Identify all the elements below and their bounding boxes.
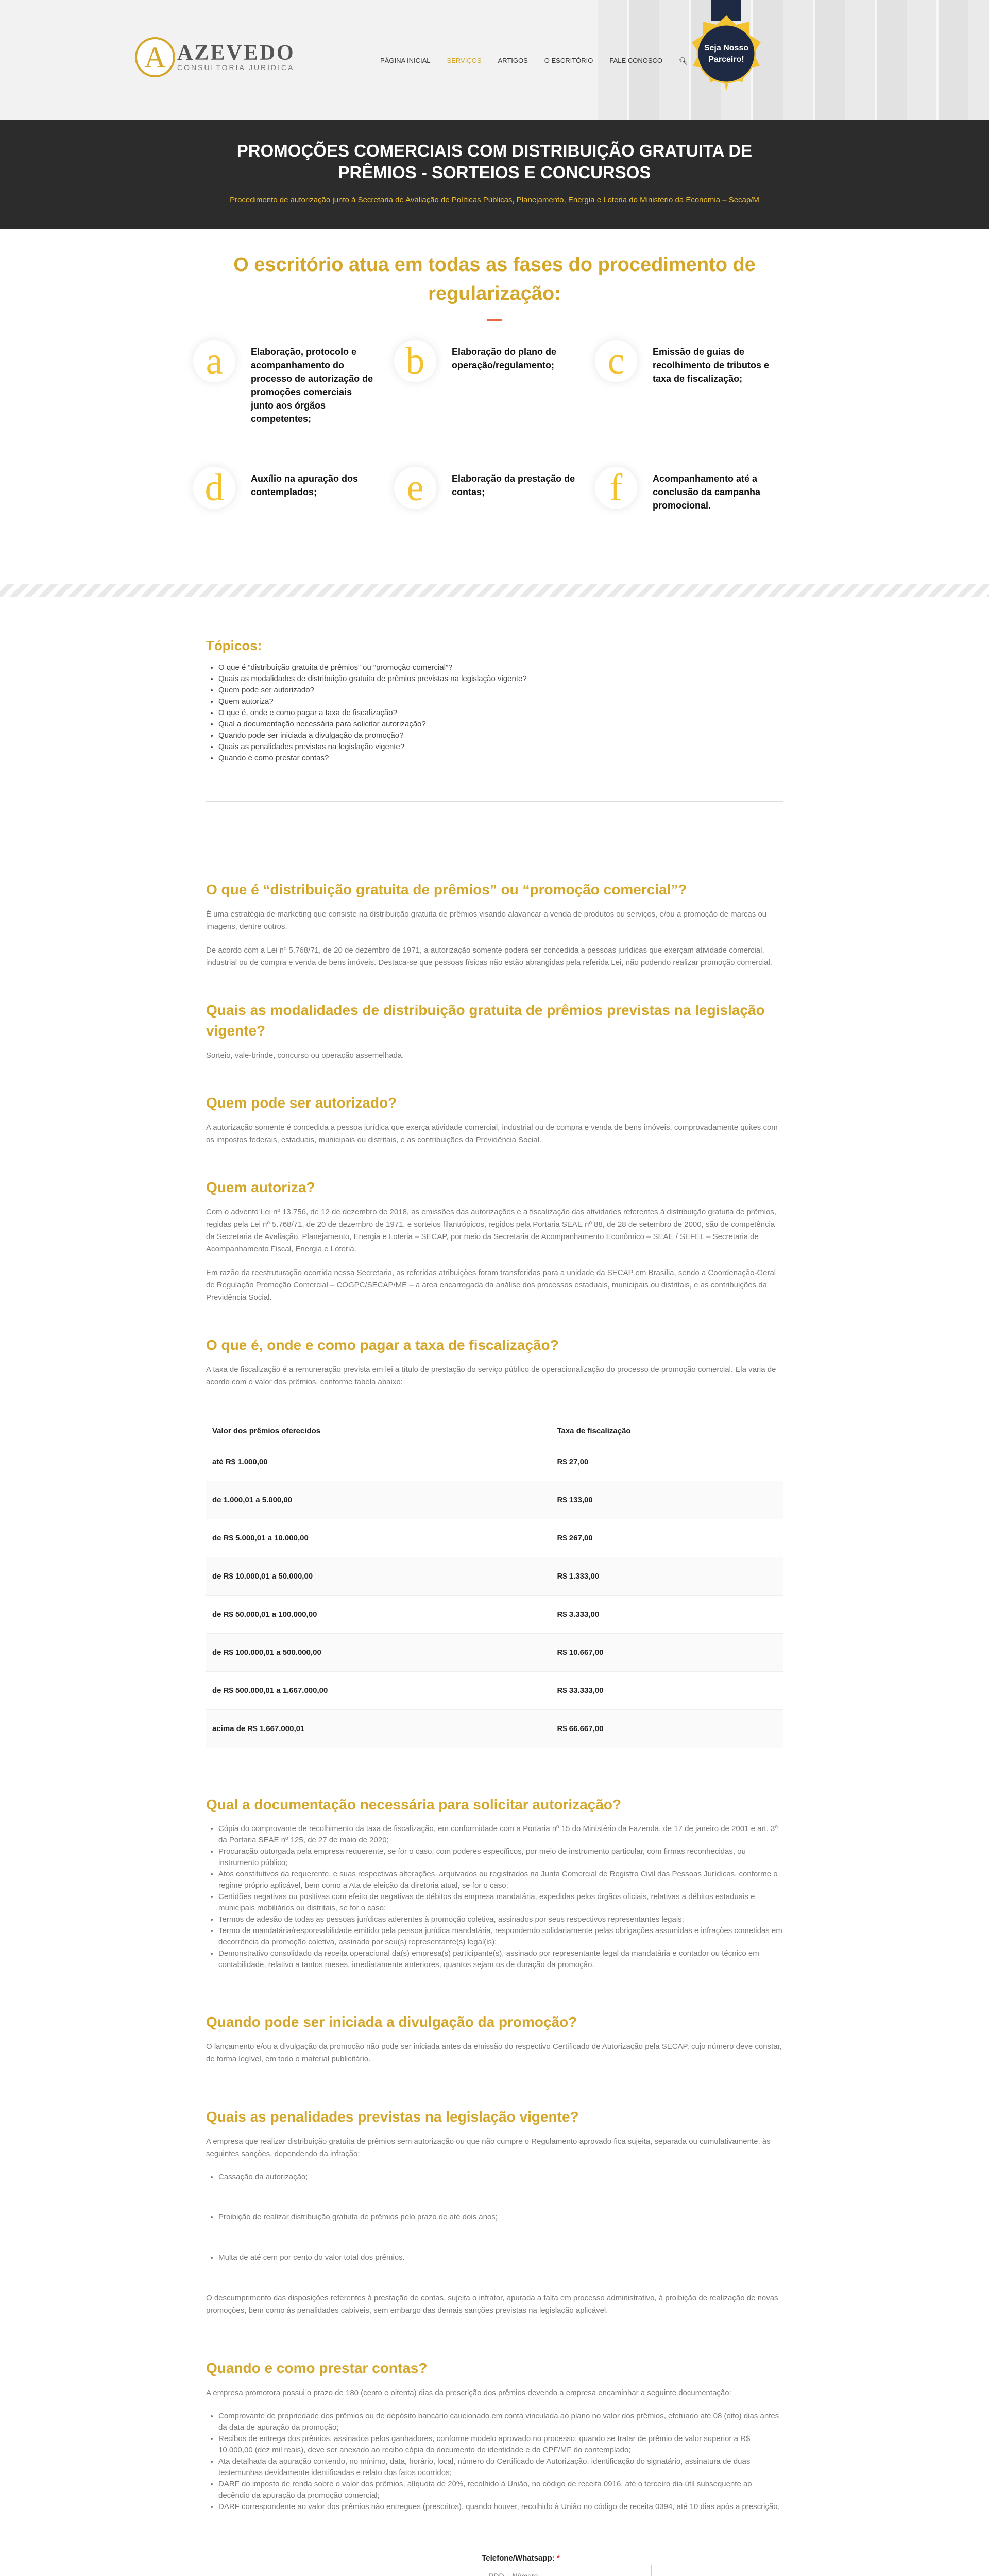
table-cell: R$ 1.333,00 — [551, 1557, 783, 1596]
table-cell: de R$ 100.000,01 a 500.000,00 — [206, 1634, 551, 1672]
section-paragraph: A autorização somente é concedida a pessoa jurídica que exerça atividade comercial, industrial ou de compra e venda de bens imóveis, comprovadamente quites com os impostos federais, estaduais, municipais ou distritais, e as contribuições da Previdência Social. — [206, 1123, 778, 1144]
table-header-row — [206, 1419, 783, 1443]
topic-link[interactable]: • Quais as penalidades previstas na legislação vigente? — [218, 741, 783, 753]
table-row — [206, 1557, 783, 1596]
list-item: • Proibição de realizar distribuição gratuita de prêmios pelo prazo de até dois anos; — [218, 2212, 783, 2223]
list-item: • Demonstrativo consolidado da receita operacional da(s) empresa(s) participante(s), assinado por representante legal da mandatária e contador ou técnico em contabilidade, relativo a tantos meses, imediatamente anteriores, quantos sejam os de duração da promoção. — [218, 1948, 783, 1971]
contact-section — [206, 2554, 783, 2576]
table-row — [206, 1519, 783, 1557]
section-title: Quais as modalidades de distribuição gratuita de prêmios previstas na legislação vigente? — [206, 1002, 765, 1039]
list-item: • Termos de adesão de todas as pessoas jurídicas aderentes à promoção coletiva, assinados por seus respectivos representantes legais; — [218, 1914, 783, 1925]
phase-step — [394, 340, 595, 426]
section-title: O que é, onde e como pagar a taxa de fiscalização? — [206, 1337, 559, 1353]
table-cell: de R$ 5.000,01 a 10.000,00 — [206, 1519, 551, 1557]
section-title: Quando pode ser iniciada a divulgação da promoção? — [206, 2014, 577, 2030]
partner-badge[interactable] — [677, 0, 775, 120]
table-row — [206, 1634, 783, 1672]
section-paragraph: É uma estratégia de marketing que consiste na distribuição gratuita de prêmios visando alavancar a venda de produtos ou serviços, e/ou a promoção de marcas ou imagens, dentre outros. — [206, 910, 767, 931]
main-nav — [380, 57, 688, 65]
phase-step — [394, 467, 595, 512]
table-cell: R$ 27,00 — [551, 1443, 783, 1481]
table-cell: R$ 10.667,00 — [551, 1634, 783, 1672]
table-cell: R$ 267,00 — [551, 1519, 783, 1557]
list-item: • Ata detalhada da apuração contendo, no mínimo, data, horário, local, número do Certificado de Autorização, identificação do signatário, assinatura de duas testemunhas devidamente identificadas e relato dos fatos ocorridos; — [218, 2456, 783, 2479]
section-divulgation — [206, 2012, 783, 2065]
table-cell: acima de R$ 1.667.000,01 — [206, 1710, 551, 1748]
list-item: • DARF do imposto de renda sobre o valor dos prêmios, alíquota de 20%, recolhido à União, no código de receita 0916, até o terceiro dia útil subsequente ao decêndio da apuração da promoção comercial; — [218, 2479, 783, 2501]
title-divider — [487, 319, 502, 321]
section-title: O que é “distribuição gratuita de prêmios” ou “promoção comercial”? — [206, 882, 687, 897]
table-row — [206, 1443, 783, 1481]
table-header: Taxa de fiscalização — [551, 1419, 783, 1443]
section-fee — [206, 1335, 783, 1748]
site-header — [0, 0, 989, 120]
section-separator — [0, 584, 989, 597]
contact-form — [482, 2554, 694, 2576]
required-mark: * — [556, 2554, 560, 2563]
list-item: • Recibos de entrega dos prêmios, assinados pelos ganhadores, conforme modelo aprovado no processo; quando se tratar de prêmio de valor superior a R$ 10.000,00 (dez mil reais), deve ser anexado ao recibo cópia do documento de identidade e do CPF/MF do contemplado; — [218, 2433, 783, 2456]
phase-steps — [193, 340, 796, 512]
main-content — [206, 597, 783, 2576]
section-paragraph: Com o advento Lei nº 13.756, de 12 de dezembro de 2018, as emissões das autorizações e a fiscalização das atividades referentes à distribuição gratuita de prêmios, regidas pela Lei nº 5.768/71, de 20 de dezembro de 1971, e sorteios filantrópicos, regidos pela Portaria SEAE nº 88, de 28 de setembro de 2000, são de competência da Secretaria de Avaliação, Planejamento, Energia e Loteria – SECAP, por meio da Secretaria de Acompanhamento Econômico – SEAE / SEFEL – Secretaria de Acompanhamento Fiscal, Energia e Loteria. — [206, 1208, 776, 1253]
table-row — [206, 1672, 783, 1710]
section-title: Quem autoriza? — [206, 1179, 315, 1195]
step-text: Elaboração da prestação de contas; — [452, 473, 575, 497]
section-paragraph: De acordo com a Lei nº 5.768/71, de 20 de dezembro de 1971, a autorização somente poderá ser concedida a pessoas jurídicas que exerçam atividade comercial, industrial ou de compra e venda de bens imóveis. Destaca-se que pessoas físicas não estão abrangidas pela referida Lei, não podendo realizar promoção comercial. — [206, 946, 772, 967]
section-documents — [206, 1794, 783, 1971]
step-letter-icon: b — [394, 340, 436, 382]
table-cell: de 1.000,01 a 5.000,00 — [206, 1481, 551, 1519]
list-item: • Termo de mandatária/responsabilidade emitido pela pessoa jurídica mandatária, respondendo solidariamente pelas obrigações assumidas e infrações cometidas em decorrência da promoção coletiva, assinado por seu(s) representante(s) legal(is); — [218, 1925, 783, 1948]
list-item: • DARF correspondente ao valor dos prêmios não entregues (prescritos), quando houver, recolhido à União no código de receita 0394, até 10 dias após a prescrição. — [218, 2501, 783, 2513]
step-letter-icon: d — [193, 467, 235, 509]
list-item: • Cassação da autorização; — [218, 2172, 783, 2183]
fee-table — [206, 1419, 783, 1748]
step-text: Elaboração, protocolo e acompanhamento do processo de autorização de promoções comerciais junto aos órgãos competentes; — [251, 347, 373, 424]
divider-line — [206, 801, 783, 802]
section-paragraph: A empresa que realizar distribuição gratuita de prêmios sem autorização ou que não cumpre o Regulamento aprovado fica sujeita, separada ou cumulativamente, às seguintes sanções, dependendo da infração: — [206, 2137, 771, 2158]
logo[interactable] — [135, 37, 295, 77]
topic-link[interactable]: • Quando pode ser iniciada a divulgação da promoção? — [218, 730, 783, 741]
topic-link[interactable]: • O que é, onde e como pagar a taxa de fiscalização? — [218, 707, 783, 719]
contact-social — [295, 2554, 384, 2576]
list-item: • Cópia do comprovante de recolhimento da taxa de fiscalização, em conformidade com a Portaria nº 15 do Ministério da Fazenda, de 17 de janeiro de 2001 e art. 3º da Portaria SEAE nº 125, de 27 de maio de 2020; — [218, 1823, 783, 1846]
section-title: Qual a documentação necessária para solicitar autorização? — [206, 1797, 622, 1812]
phase-step — [595, 340, 796, 426]
phases-title: O escritório atua em todas as fases do procedimento de regularização: — [233, 254, 756, 304]
topics-list — [206, 597, 783, 802]
logo-name: AZEVEDO — [177, 41, 295, 65]
nav-articles[interactable]: ARTIGOS — [498, 57, 528, 64]
logo-mark: A — [135, 37, 175, 77]
badge-line-1: Seja Nosso — [704, 44, 749, 53]
logo-subtitle: CONSULTORIA JURÍDICA — [177, 63, 295, 72]
nav-office[interactable]: O ESCRITÓRIO — [544, 57, 593, 64]
step-letter-icon: a — [193, 340, 235, 382]
topic-link[interactable]: • Quem autoriza? — [218, 696, 783, 707]
topic-link[interactable]: • Quais as modalidades de distribuição gratuita de prêmios previstas na legislação vigente? — [218, 673, 783, 685]
step-letter-icon: c — [595, 340, 637, 382]
phone-field[interactable] — [482, 2565, 652, 2576]
table-cell: de R$ 10.000,01 a 50.000,00 — [206, 1557, 551, 1596]
table-cell: R$ 133,00 — [551, 1481, 783, 1519]
section-what-is — [206, 879, 783, 969]
step-letter-icon: e — [394, 467, 436, 509]
section-accountability — [206, 2358, 783, 2513]
list-item: • Procuração outorgada pela empresa requerente, se for o caso, com poderes específicos, por meio de instrumento particular, com firmas reconhecidas, ou instrumento público; — [218, 1846, 783, 1869]
step-text: Acompanhamento até a conclusão da campanha promocional. — [653, 473, 761, 511]
section-title: Quem pode ser autorizado? — [206, 1095, 397, 1111]
list-item: • Atos constitutivos da requerente, e suas respectivas alterações, arquivados ou registrados na Junta Comercial de Registro Civil das Pessoas Jurídicas, conforme o regime próprio aplicável, bem como a Ata de eleição da diretoria atual, se for o caso; — [218, 1869, 783, 1891]
phase-step — [193, 340, 394, 426]
table-cell: R$ 66.667,00 — [551, 1710, 783, 1748]
partner-badge-graphic — [677, 0, 775, 120]
section-paragraph: Em razão da reestruturação ocorrida nessa Secretaria, as referidas atribuições foram transferidas para a unidade da SECAP em Brasília, sendo a Coordenação-Geral de Regulação Promoção Comercial – COGPC/SECAP/ME – a área encarregada da análise dos processos estaduais, municipais ou distritais, e as contribuições da Previdência Social. — [206, 1268, 776, 1302]
section-paragraph: A taxa de fiscalização é a remuneração prevista em lei a título de prestação do serviço público de operacionalização do processo de promoção comercial. Ela varia de acordo com o valor dos prêmios, conforme tabela abaixo: — [206, 1365, 776, 1386]
step-letter-icon: f — [595, 467, 637, 509]
table-row — [206, 1710, 783, 1748]
table-cell: R$ 33.333,00 — [551, 1672, 783, 1710]
list-item: • Multa de até cem por cento do valor total dos prêmios. — [218, 2252, 783, 2263]
nav-home[interactable]: PÁGINA INICIAL — [380, 57, 431, 64]
step-text: Elaboração do plano de operação/regulamento; — [452, 347, 557, 370]
badge-line-2: Parceiro! — [708, 55, 744, 64]
search-icon[interactable]: 🔍︎ — [678, 57, 688, 65]
list-item: • Certidões negativas ou positivas com efeito de negativas de débitos da empresa mandatária, expedidas pelos órgãos oficiais, relativas a débitos estaduais e municipais mobiliários ou distritais, se for o caso; — [218, 1891, 783, 1914]
section-paragraph: O lançamento e/ou a divulgação da promoção não pode ser iniciada antes da emissão do respectivo Certificado de Autorização pela SECAP, cujo número deve constar, de forma legível, em todo o material publicitário. — [206, 2042, 782, 2063]
table-header: Valor dos prêmios oferecidos — [206, 1419, 551, 1443]
topic-link[interactable]: • Quem pode ser autorizado? — [218, 685, 783, 696]
phase-step — [595, 467, 796, 512]
phone-label-text: Telefone/Whatsapp: — [482, 2554, 555, 2563]
phases-section — [0, 229, 989, 512]
section-modalities — [206, 1000, 783, 1062]
page-subtitle: Procedimento de autorização junto à Secretaria de Avaliação de Políticas Públicas, Planejamento, Energia e Loteria do Ministério da Economia – Secap/M — [230, 196, 759, 205]
section-title: Quando e como prestar contas? — [206, 2360, 428, 2376]
topic-link[interactable]: • O que é “distribuição gratuita de prêmios” ou “promoção comercial”? — [218, 662, 783, 673]
phone-label — [482, 2554, 694, 2563]
step-text: Auxílio na apuração dos contemplados; — [251, 473, 359, 497]
section-title: Quais as penalidades previstas na legislação vigente? — [206, 2109, 579, 2125]
list-item: • Comprovante de propriedade dos prêmios ou de depósito bancário caucionado em conta vinculada ao plano no valor dos prêmios, efetuado até 08 (oito) dias antes da data de apuração da promoção; — [218, 2411, 783, 2433]
section-who-authorizes — [206, 1177, 783, 1304]
hero-banner — [0, 120, 989, 229]
table-row — [206, 1481, 783, 1519]
nav-contact[interactable]: FALE CONOSCO — [609, 57, 662, 64]
section-paragraph: O descumprimento das disposições referentes à prestação de contas, sujeita o infrator, apurada a falta em processo administrativo, à proibição de realização de novas promoções, bem como às penalidades cabíveis, sem embargo das demais sanções previstas na legislação aplicável. — [206, 2294, 778, 2315]
topic-link[interactable]: • Quando e como prestar contas? — [218, 753, 783, 764]
topics-title: Tópicos: — [206, 638, 262, 653]
page-title: PROMOÇÕES COMERCIAIS COM DISTRIBUIÇÃO GRATUITA DE PRÊMIOS - SORTEIOS E CONCURSOS — [236, 141, 753, 182]
section-paragraph: A empresa promotora possui o prazo de 180 (cento e oitenta) dias da prescrição dos prêmios devendo a empresa encaminhar a seguinte documentação: — [206, 2388, 731, 2397]
table-cell: de R$ 500.000,01 a 1.667.000,00 — [206, 1672, 551, 1710]
table-cell: R$ 3.333,00 — [551, 1596, 783, 1634]
section-paragraph: Sorteio, vale-brinde, concurso ou operação assemelhada. — [206, 1051, 404, 1060]
section-who-can — [206, 1093, 783, 1146]
table-cell: até R$ 1.000,00 — [206, 1443, 551, 1481]
phase-step — [193, 467, 394, 512]
topic-link[interactable]: • Qual a documentação necessária para solicitar autorização? — [218, 719, 783, 730]
table-cell: de R$ 50.000,01 a 100.000,00 — [206, 1596, 551, 1634]
step-text: Emissão de guias de recolhimento de tributos e taxa de fiscalização; — [653, 347, 770, 384]
section-penalties — [206, 2107, 783, 2317]
table-row — [206, 1596, 783, 1634]
nav-services[interactable]: SERVIÇOS — [447, 57, 482, 64]
